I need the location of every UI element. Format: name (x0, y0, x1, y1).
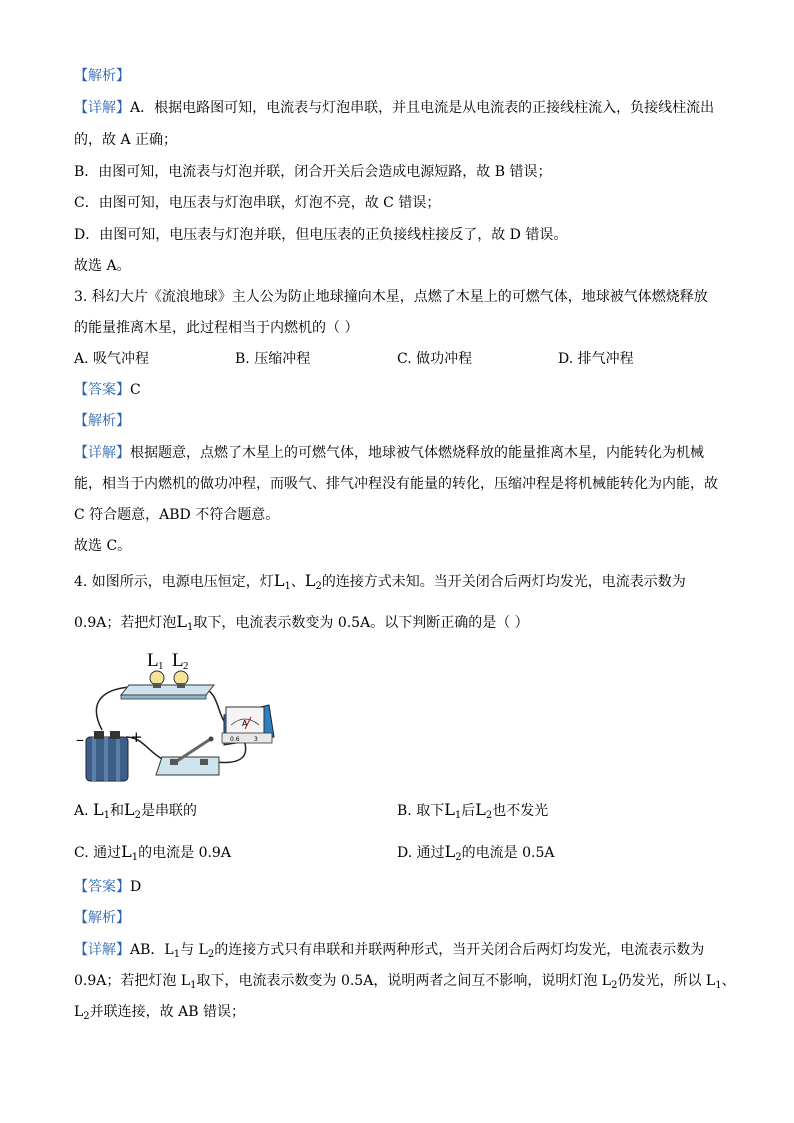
answer-label: 【答案】 (74, 879, 130, 895)
figure-label-l1: L (147, 650, 159, 671)
lamp-subscript: 1 (284, 581, 291, 592)
detail-line (74, 98, 714, 118)
detail-line-3c: C 符合题意，ABD 不符合题意。 (74, 507, 280, 523)
detail-line-3a (74, 443, 704, 463)
lamp-subscript: 2 (315, 581, 322, 592)
q4-text: 4. 如图所示，电源电压恒定，灯 (74, 574, 274, 590)
circuit-figure (74, 645, 279, 790)
q4-text: 的连接方式未知。当开关闭合后两灯均发光，电流表示数为 (321, 574, 686, 590)
answer-value: D (130, 879, 142, 895)
detail-line-4c: $L_2$并联连接，故 AB 错误； (74, 1004, 245, 1022)
question-3-line-2: 的能量推离木星，此过程相当于内燃机的（ ） (74, 320, 359, 336)
detail-text: A．根据电路图可知，电流表与灯泡串联，并且电流是从电流表的正接线柱流入，负接线柱流出 (130, 100, 715, 116)
figure-label-l1-sub: 1 (158, 660, 164, 672)
question-4-line-2 (74, 612, 529, 638)
detail-label: 【详解】 (74, 100, 130, 116)
text-line: 故选 A。 (74, 258, 131, 274)
battery-plus-label: + (130, 728, 143, 746)
q4-sep: 、 (290, 574, 305, 590)
q3-option-d: D. 排气冲程 (558, 351, 634, 367)
q4-option-b: B. 取下$L_1$后$L_2$也不发光 (397, 800, 549, 821)
analysis-label-3: 【解析】 (74, 413, 130, 429)
answer-label: 【答案】 (74, 382, 130, 398)
lamp-subscript: 1 (187, 622, 194, 633)
battery-minus-label: – (76, 730, 84, 749)
question-3-line-1: 3. 科幻大片《流浪地球》主人公为防止地球撞向木星，点燃了木星上的可燃气体，地球被气体燃烧释放 (74, 289, 708, 305)
q3-option-a: A. 吸气冲程 (74, 351, 150, 367)
ammeter-label: A (242, 719, 248, 728)
detail-line-3d: 故选 C。 (74, 538, 132, 554)
text-line: D．由图可知，电压表与灯泡并联，但电压表的正负接线柱接反了，故 D 错误。 (74, 227, 568, 243)
detail-label: 【详解】 (74, 445, 130, 461)
answer-line-4 (74, 877, 141, 897)
figure-label-l2-sub: 2 (183, 660, 189, 672)
ammeter-range-06: 0.6 (230, 736, 240, 743)
question-4-line-1 (74, 571, 686, 597)
analysis-label-1: 【解析】 (74, 68, 130, 84)
detail-line-4a: 【详解】AB．$L_1$与 $L_2$的连接方式只有串联和并联两种形式，当开关闭合后两灯均发光，电流表示数为 (74, 942, 705, 960)
detail-line-3b: 能，相当于内燃机的做功冲程，而吸气、排气冲程没有能量的转化，压缩冲程是将机械能转化为内能，故 (74, 476, 718, 492)
detail-text: 根据题意，点燃了木星上的可燃气体，地球被气体燃烧释放的能量推离木星，内能转化为机械 (130, 445, 704, 461)
text-line: B．由图可知，电流表与灯泡并联，闭合开关后会造成电源短路，故 B 错误； (74, 164, 552, 180)
ammeter-range-3: 3 (254, 736, 258, 743)
answer-value: C (130, 382, 141, 398)
answer-line-3 (74, 380, 141, 400)
lamp-symbol: L (176, 612, 187, 631)
lamp-symbol: L (273, 571, 285, 590)
text-line: 的，故 A 正确； (74, 132, 178, 148)
q4-option-d: D. 通过$L_2$的电流是 0.5A (397, 842, 555, 863)
q3-option-c: C. 做功冲程 (397, 351, 473, 367)
q4-text: 0.9A；若把灯泡 (74, 615, 177, 631)
q4-option-a: A. $L_1$和$L_2$是串联的 (74, 800, 198, 821)
q3-option-b: B. 压缩冲程 (235, 351, 311, 367)
text-line: C．由图可知，电压表与灯泡串联，灯泡不亮，故 C 错误； (74, 195, 441, 211)
analysis-label-4: 【解析】 (74, 910, 130, 926)
detail-line-4b: 0.9A；若把灯泡 $L_1$取下，电流表示数变为 0.5A，说明两者之间互不影响，说明灯泡 $L_2$仍发光，所以 $L_1$、 (74, 973, 736, 991)
figure-label-l2: L (172, 650, 184, 671)
detail-label: 【详解】 (74, 942, 130, 958)
q4-option-c: C. 通过$L_1$的电流是 0.9A (74, 842, 231, 863)
lamp-symbol: L (304, 571, 316, 590)
q4-text: 取下，电流表示数变为 0.5A。以下判断正确的是（ ） (193, 615, 529, 631)
